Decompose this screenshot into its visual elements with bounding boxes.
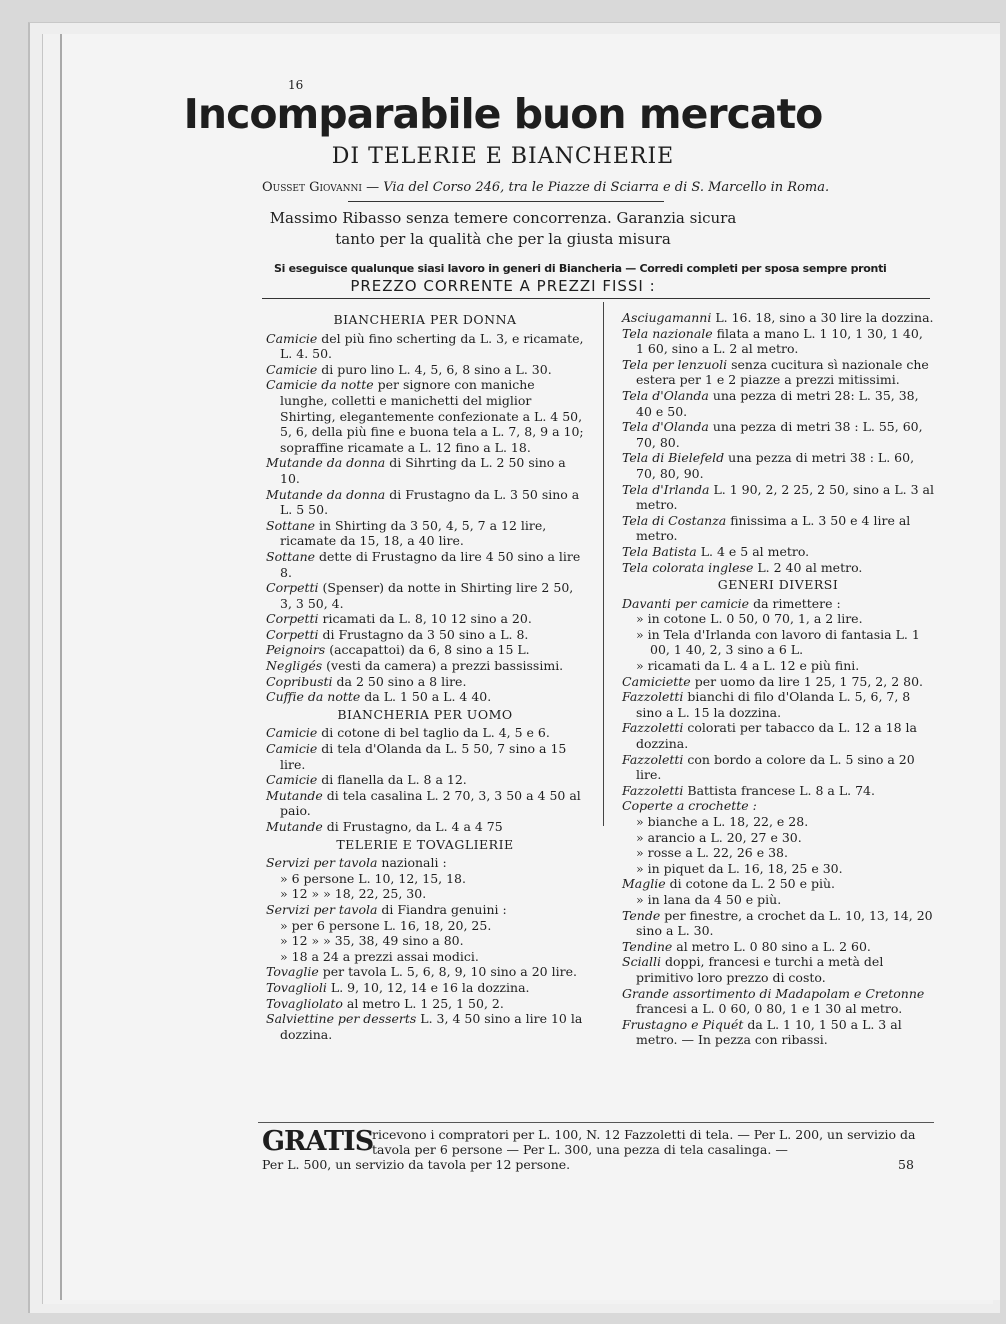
item-name: Scialli bbox=[622, 954, 662, 970]
item-name: Fazzoletti bbox=[622, 689, 684, 705]
item-text: (vesti da camera) a prezzi bassissimi. bbox=[322, 658, 564, 674]
item-text: una pezza di metri 38 : L. 60, 70, 80, 90. bbox=[636, 450, 915, 481]
item-text: di puro lino L. 4, 5, 6, 8 sino a L. 30. bbox=[317, 361, 552, 377]
item-name: Mutande da donna bbox=[266, 455, 386, 471]
item-text: nazionali : bbox=[377, 855, 447, 871]
price-sub-item: » in Tela d'Irlanda con lavoro di fantasia L. 1 00, 1 40, 2, 3 sino a 6 L. bbox=[636, 626, 920, 658]
price-item bbox=[622, 908, 934, 939]
item-name: Fazzoletti bbox=[622, 751, 684, 767]
item-name: Camicie bbox=[266, 725, 318, 741]
item-name: Tela per lenzuoli bbox=[622, 356, 728, 372]
price-item bbox=[266, 549, 584, 580]
price-item bbox=[622, 939, 934, 955]
price-item bbox=[622, 544, 934, 560]
price-item bbox=[622, 752, 934, 783]
item-text: una pezza di metri 38 : L. 55, 60, 70, 80. bbox=[636, 419, 923, 450]
price-item bbox=[266, 964, 584, 980]
price-item bbox=[266, 772, 584, 788]
price-item bbox=[622, 560, 934, 576]
item-name: Cuffie da notte bbox=[266, 689, 361, 705]
price-item bbox=[266, 377, 584, 455]
price-sub-item: » in lana da 4 50 e più. bbox=[636, 891, 782, 907]
notice: Si eseguisce qualunque siasi lavoro in generi di Biancheria — Corredi completi per sposa sempre pronti bbox=[274, 262, 887, 275]
price-item bbox=[266, 855, 584, 871]
section-heading: TELERIE E TOVAGLIERIE bbox=[336, 836, 514, 852]
price-item bbox=[622, 482, 934, 513]
item-name: Copribusti bbox=[266, 673, 333, 689]
price-item bbox=[266, 580, 584, 611]
item-name: Tela d'Irlanda bbox=[622, 481, 710, 497]
price-item bbox=[266, 455, 584, 486]
item-text: da L. 1 50 a L. 4 40. bbox=[360, 689, 492, 705]
price-item bbox=[622, 326, 934, 357]
price-item bbox=[622, 388, 934, 419]
price-item bbox=[622, 876, 934, 892]
motto-line-1: Massimo Ribasso senza temere concorrenza. Garanzia sicura bbox=[269, 209, 737, 227]
item-name: Tela d'Olanda bbox=[622, 419, 709, 435]
price-item bbox=[622, 720, 934, 751]
price-item bbox=[266, 788, 584, 819]
divider-rule bbox=[348, 201, 664, 202]
item-text: di tela d'Olanda da L. 5 50, 7 sino a 15 lire. bbox=[280, 741, 567, 772]
price-item bbox=[266, 611, 584, 627]
price-item bbox=[266, 518, 584, 549]
item-name: Corpetti bbox=[266, 580, 319, 596]
divider-rule bbox=[258, 1122, 934, 1123]
item-name: Negligés bbox=[266, 658, 323, 674]
item-name: Tendine bbox=[622, 938, 673, 954]
item-name: Tela di Costanza bbox=[622, 512, 727, 528]
item-text: senza cucitura sì nazionale che estera per 1 e 2 piazze a prezzi mitissimi. bbox=[636, 356, 929, 388]
item-name: Maglie bbox=[622, 876, 666, 892]
item-name: Camiciette bbox=[622, 673, 691, 689]
item-name: Tela di Bielefeld bbox=[622, 450, 725, 466]
item-name: Servizi per tavola bbox=[266, 855, 378, 871]
address-dash: — bbox=[361, 180, 384, 195]
item-text: di cotone di bel taglio da L. 4, 5 e 6. bbox=[317, 725, 550, 741]
item-text: L. 4 e 5 al metro. bbox=[696, 543, 810, 559]
price-sub-item: » rosse a L. 22, 26 e 38. bbox=[636, 845, 788, 861]
item-text: doppi, francesi e turchi a metà del primitivo loro prezzo di costo. bbox=[636, 954, 884, 985]
price-sub-item: » in piquet da L. 16, 18, 25 e 30. bbox=[636, 860, 843, 876]
item-text: di flanella da L. 8 a 12. bbox=[317, 772, 467, 788]
item-text: di cotone da L. 2 50 e più. bbox=[665, 876, 835, 892]
item-text: di Sihrting da L. 2 50 sino a 10. bbox=[280, 455, 566, 486]
price-item bbox=[266, 725, 584, 741]
item-text: al metro L. 1 25, 1 50, 2. bbox=[342, 995, 504, 1011]
price-item bbox=[622, 689, 934, 720]
item-text: L. 16. 18, sino a 30 lire la dozzina. bbox=[711, 310, 934, 325]
item-name: Tovaglioli bbox=[266, 979, 327, 995]
price-item bbox=[622, 954, 934, 985]
price-item bbox=[266, 331, 584, 362]
item-name: Fazzoletti bbox=[622, 782, 684, 798]
item-text: di Fiandra genuini : bbox=[377, 901, 507, 917]
price-sub-item: » 12 » » 18, 22, 25, 30. bbox=[280, 886, 427, 902]
price-item bbox=[622, 513, 934, 544]
item-text: filata a mano L. 1 10, 1 30, 1 40, 1 60, sino a L. 2 al metro. bbox=[636, 325, 923, 357]
item-name: Davanti per camicie bbox=[622, 595, 750, 611]
item-name: Tende bbox=[622, 907, 661, 923]
item-text: del più fino scherting da L. 3, e ricamate, L. 4. 50. bbox=[280, 330, 584, 362]
item-name: Camicie bbox=[266, 741, 318, 757]
gratis-word: GRATIS bbox=[262, 1126, 374, 1157]
item-text: L. 9, 10, 12, 14 e 16 la dozzina. bbox=[326, 979, 530, 995]
price-sub-item: » 18 a 24 a prezzi assai modici. bbox=[280, 948, 479, 964]
price-sub-item: » per 6 persone L. 16, 18, 20, 25. bbox=[280, 917, 492, 933]
item-text: francesi a L. 0 60, 0 80, 1 e 1 30 al metro. bbox=[636, 1001, 903, 1017]
merchant-name: Ousset Giovanni bbox=[262, 180, 362, 195]
item-name: Coperte a crochette : bbox=[622, 798, 757, 814]
item-name: Servizi per tavola bbox=[266, 901, 378, 917]
item-name: Camicie bbox=[266, 772, 318, 788]
item-text: bianchi di filo d'Olanda L. 5, 6, 7, 8 sino a L. 15 la dozzina. bbox=[636, 689, 911, 720]
price-item bbox=[622, 310, 934, 326]
item-text: da 2 50 sino a 8 lire. bbox=[332, 673, 467, 689]
item-text: una pezza di metri 28: L. 35, 38, 40 e 50. bbox=[636, 387, 919, 419]
item-name: Tela Batista bbox=[622, 543, 697, 559]
item-name: Tela nazionale bbox=[622, 325, 713, 341]
item-text: di Frustagno da 3 50 sino a L. 8. bbox=[318, 626, 529, 642]
item-text: al metro L. 0 80 sino a L. 2 60. bbox=[672, 938, 871, 954]
left-column bbox=[266, 310, 584, 1042]
column-divider bbox=[603, 302, 604, 826]
item-text: per signore con maniche lunghe, colletti e manichetti del miglior Shirting, elegantemente confezionate a L. 4 50, 5, 6, della più fine e buona tela a L. 7, 8, 9 a 10; sopraffine ricamate a L. 12 fino a L. 18. bbox=[280, 377, 584, 455]
item-name: Corpetti bbox=[266, 626, 319, 642]
page-number: 16 bbox=[288, 78, 304, 92]
item-name: Sottane bbox=[266, 548, 316, 564]
item-text: in Shirting da 3 50, 4, 5, 7 a 12 lire, ricamate da 15, 18, a 40 lire. bbox=[280, 517, 547, 549]
divider-rule bbox=[262, 298, 930, 299]
price-item bbox=[266, 819, 584, 835]
item-text: Battista francese L. 8 a L. 74. bbox=[683, 782, 875, 798]
price-item bbox=[266, 996, 584, 1012]
item-name: Camicie da notte bbox=[266, 377, 374, 393]
item-name: Asciugamanni bbox=[622, 310, 712, 325]
section-heading: GENERI DIVERSI bbox=[717, 577, 839, 593]
price-item bbox=[266, 689, 584, 705]
item-text: da L. 1 10, 1 50 a L. 3 al metro. — In pezza con ribassi. bbox=[636, 1016, 902, 1048]
item-name: Corpetti bbox=[266, 611, 319, 627]
item-name: Peignoirs bbox=[266, 642, 326, 658]
motto bbox=[0, 208, 1006, 250]
price-item bbox=[622, 596, 934, 612]
price-sub-item: » arancio a L. 20, 27 e 30. bbox=[636, 829, 802, 845]
page-subtitle: DI TELERIE E BIANCHERIE bbox=[331, 144, 675, 169]
price-heading: PREZZO CORRENTE A PREZZI FISSI : bbox=[350, 277, 656, 295]
price-item bbox=[622, 986, 934, 1017]
item-text: di Frustagno, da L. 4 a 4 75 bbox=[322, 819, 503, 834]
price-item bbox=[266, 674, 584, 690]
price-item bbox=[622, 419, 934, 450]
price-item bbox=[266, 487, 584, 518]
footer-number: 58 bbox=[898, 1157, 914, 1172]
item-text: di Frustagno da L. 3 50 sino a L. 5 50. bbox=[280, 486, 580, 518]
price-item bbox=[266, 980, 584, 996]
gratis-text: ricevono i compratori per L. 100, N. 12 Fazzoletti di tela. — Per L. 200, un servizio da tavola per 6 persone — Per L. 300, una pezza di tela casalinga. — bbox=[372, 1127, 916, 1157]
price-item bbox=[622, 1017, 934, 1048]
item-text: per finestre, a crochet da L. 10, 13, 14, 20 sino a L. 30. bbox=[636, 907, 933, 939]
price-item bbox=[622, 357, 934, 388]
section-heading: BIANCHERIA PER UOMO bbox=[337, 706, 513, 722]
item-name: Tela colorata inglese bbox=[622, 559, 754, 575]
item-text: da rimettere : bbox=[749, 595, 841, 611]
item-name: Mutande bbox=[266, 787, 323, 803]
item-text: ricamati da L. 8, 10 12 sino a 20. bbox=[318, 611, 532, 627]
item-text: con bordo a colore da L. 5 sino a 20 lire. bbox=[636, 751, 915, 783]
item-text: dette di Frustagno da lire 4 50 sino a lire 8. bbox=[280, 548, 581, 580]
section-heading: BIANCHERIA PER DONNA bbox=[333, 312, 517, 327]
price-item bbox=[266, 1011, 584, 1042]
item-text: L. 3, 4 50 sino a lire 10 la dozzina. bbox=[280, 1011, 583, 1042]
merchant-location: Via del Corso 246, tra le Piazze di Sciarra e di S. Marcello in Roma. bbox=[383, 180, 830, 195]
price-item bbox=[266, 658, 584, 674]
motto-line-2: tanto per la qualità che per la giusta misura bbox=[335, 230, 671, 248]
price-sub-item: » in cotone L. 0 50, 0 70, 1, a 2 lire. bbox=[636, 611, 863, 627]
item-name: Mutande da donna bbox=[266, 486, 386, 502]
item-name: Fazzoletti bbox=[622, 720, 684, 736]
price-item bbox=[622, 783, 934, 799]
price-item bbox=[266, 362, 584, 378]
price-sub-item: » bianche a L. 18, 22, e 28. bbox=[636, 814, 809, 829]
price-item bbox=[622, 798, 934, 814]
item-name: Sottane bbox=[266, 517, 316, 533]
item-text: per tavola L. 5, 6, 8, 9, 10 sino a 20 lire. bbox=[318, 964, 577, 980]
price-item bbox=[266, 627, 584, 643]
item-name: Camicie bbox=[266, 330, 318, 346]
price-item bbox=[266, 741, 584, 772]
item-text: (Spenser) da notte in Shirting lire 2 50, 3, 3 50, 4. bbox=[280, 580, 574, 611]
item-name: Tovaglie bbox=[266, 964, 319, 980]
item-text: per uomo da lire 1 25, 1 75, 2, 2 80. bbox=[690, 673, 924, 689]
item-text: L. 2 40 al metro. bbox=[753, 559, 863, 575]
item-name: Tovagliolato bbox=[266, 995, 343, 1011]
item-text: (accapattoi) da 6, 8 sino a 15 L. bbox=[325, 642, 530, 658]
price-sub-item: » 12 » » 35, 38, 49 sino a 80. bbox=[280, 933, 464, 949]
price-sub-item: » ricamati da L. 4 a L. 12 e più fini. bbox=[636, 658, 860, 674]
item-name: Grande assortimento di Madapolam e Cretonne bbox=[622, 985, 925, 1001]
price-item bbox=[622, 674, 934, 690]
item-name: Salviettine per desserts bbox=[266, 1011, 417, 1027]
price-sub-item: » 6 persone L. 10, 12, 15, 18. bbox=[280, 870, 466, 886]
item-text: L. 1 90, 2, 2 25, 2 50, sino a L. 3 al metro. bbox=[636, 481, 934, 513]
right-column bbox=[622, 310, 934, 1048]
item-name: Camicie bbox=[266, 361, 318, 377]
item-name: Mutande bbox=[266, 819, 323, 834]
price-item bbox=[266, 902, 584, 918]
price-item bbox=[266, 642, 584, 658]
item-name: Frustagno e Piquét bbox=[622, 1016, 744, 1032]
item-name: Tela d'Olanda bbox=[622, 387, 709, 403]
item-text: finissima a L. 3 50 e 4 lire al metro. bbox=[636, 512, 911, 544]
page-title: Incomparabile buon mercato bbox=[183, 90, 823, 138]
price-item bbox=[622, 450, 934, 481]
gratis-text-2: Per L. 500, un servizio da tavola per 12 persone. bbox=[262, 1157, 571, 1172]
item-text: colorati per tabacco da L. 12 a 18 la dozzina. bbox=[636, 720, 917, 752]
address-line bbox=[262, 180, 829, 195]
item-text: di tela casalina L. 2 70, 3, 3 50 a 4 50 al paio. bbox=[280, 787, 581, 819]
